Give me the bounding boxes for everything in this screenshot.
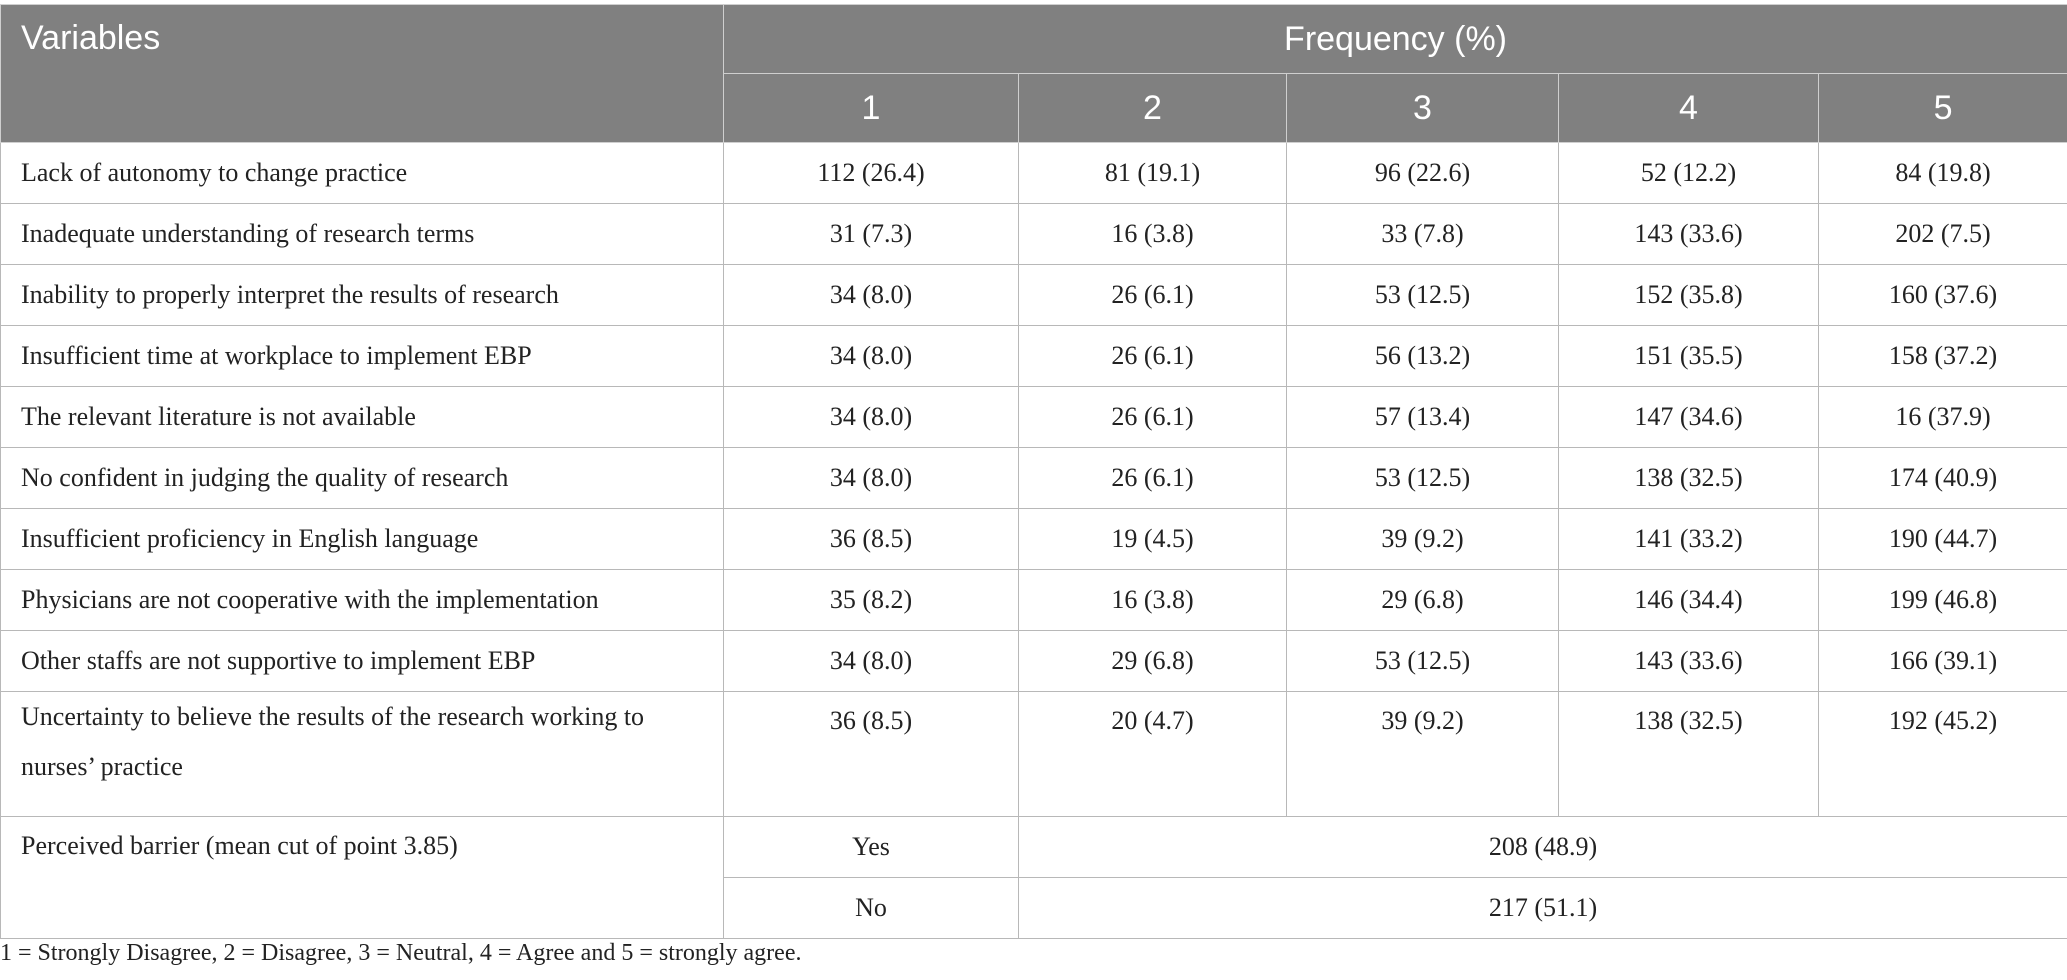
cell-value: 56 (13.2): [1287, 326, 1559, 387]
barriers-table: [0, 4, 2067, 939]
summary-yes-value: 208 (48.9): [1019, 817, 2067, 878]
cell-value: 190 (44.7): [1819, 509, 2067, 570]
table-row: [1, 143, 2067, 204]
cell-value: 146 (34.4): [1559, 570, 1819, 631]
summary-yes-label: Yes: [724, 817, 1019, 878]
cell-value: 202 (7.5): [1819, 204, 2067, 265]
table-row: [1, 509, 2067, 570]
cell-value: 192 (45.2): [1819, 692, 2067, 817]
cell-value: 29 (6.8): [1019, 631, 1287, 692]
summary-no-label: No: [724, 878, 1019, 939]
header-row-top: [1, 5, 2067, 74]
cell-value: 138 (32.5): [1559, 448, 1819, 509]
cell-value: 34 (8.0): [724, 326, 1019, 387]
cell-value: 81 (19.1): [1019, 143, 1287, 204]
cell-value: 35 (8.2): [724, 570, 1019, 631]
row-label: No confident in judging the quality of research: [1, 448, 724, 509]
row-label: Insufficient time at workplace to implement EBP: [1, 326, 724, 387]
cell-value: 19 (4.5): [1019, 509, 1287, 570]
table-row: [1, 387, 2067, 448]
cell-value: 36 (8.5): [724, 692, 1019, 817]
row-label: Other staffs are not supportive to implement EBP: [1, 631, 724, 692]
table-row: [1, 204, 2067, 265]
cell-value: 26 (6.1): [1019, 326, 1287, 387]
cell-value: 53 (12.5): [1287, 631, 1559, 692]
cell-value: 34 (8.0): [724, 265, 1019, 326]
cell-value: 29 (6.8): [1287, 570, 1559, 631]
cell-value: 141 (33.2): [1559, 509, 1819, 570]
cell-value: 138 (32.5): [1559, 692, 1819, 817]
row-label: The relevant literature is not available: [1, 387, 724, 448]
frequency-header: Frequency (%): [724, 5, 2067, 74]
variables-header: Variables: [1, 5, 724, 143]
table-row: [1, 692, 2067, 817]
cell-value: 34 (8.0): [724, 448, 1019, 509]
row-label: Inadequate understanding of research terms: [1, 204, 724, 265]
cell-value: 143 (33.6): [1559, 631, 1819, 692]
cell-value: 84 (19.8): [1819, 143, 2067, 204]
scale-header-4: 4: [1559, 74, 1819, 143]
cell-value: 26 (6.1): [1019, 448, 1287, 509]
scale-header-1: 1: [724, 74, 1019, 143]
table-row: [1, 265, 2067, 326]
cell-value: 147 (34.6): [1559, 387, 1819, 448]
cell-value: 34 (8.0): [724, 387, 1019, 448]
table-row: [1, 570, 2067, 631]
cell-value: 16 (37.9): [1819, 387, 2067, 448]
cell-value: 53 (12.5): [1287, 265, 1559, 326]
cell-value: 39 (9.2): [1287, 692, 1559, 817]
table-footnote: 1 = Strongly Disagree, 2 = Disagree, 3 = Neutral, 4 = Agree and 5 = strongly agree.: [0, 940, 802, 966]
cell-value: 143 (33.6): [1559, 204, 1819, 265]
cell-value: 174 (40.9): [1819, 448, 2067, 509]
summary-label: Perceived barrier (mean cut of point 3.85): [1, 817, 724, 939]
cell-value: 31 (7.3): [724, 204, 1019, 265]
cell-value: 160 (37.6): [1819, 265, 2067, 326]
cell-value: 26 (6.1): [1019, 387, 1287, 448]
cell-value: 112 (26.4): [724, 143, 1019, 204]
cell-value: 36 (8.5): [724, 509, 1019, 570]
cell-value: 96 (22.6): [1287, 143, 1559, 204]
cell-value: 52 (12.2): [1559, 143, 1819, 204]
cell-value: 26 (6.1): [1019, 265, 1287, 326]
table-row: [1, 448, 2067, 509]
cell-value: 34 (8.0): [724, 631, 1019, 692]
table-container: [0, 4, 2067, 939]
cell-value: 39 (9.2): [1287, 509, 1559, 570]
summary-row-yes: [1, 817, 2067, 878]
cell-value: 158 (37.2): [1819, 326, 2067, 387]
cell-value: 199 (46.8): [1819, 570, 2067, 631]
cell-value: 57 (13.4): [1287, 387, 1559, 448]
cell-value: 33 (7.8): [1287, 204, 1559, 265]
scale-header-5: 5: [1819, 74, 2067, 143]
cell-value: 16 (3.8): [1019, 570, 1287, 631]
cell-value: 16 (3.8): [1019, 204, 1287, 265]
row-label: Lack of autonomy to change practice: [1, 143, 724, 204]
row-label: Uncertainty to believe the results of the research working to nurses’ practice: [1, 692, 724, 817]
scale-header-2: 2: [1019, 74, 1287, 143]
scale-header-3: 3: [1287, 74, 1559, 143]
table-row: [1, 326, 2067, 387]
cell-value: 20 (4.7): [1019, 692, 1287, 817]
cell-value: 151 (35.5): [1559, 326, 1819, 387]
cell-value: 152 (35.8): [1559, 265, 1819, 326]
cell-value: 53 (12.5): [1287, 448, 1559, 509]
row-label: Insufficient proficiency in English language: [1, 509, 724, 570]
row-label: Inability to properly interpret the results of research: [1, 265, 724, 326]
cell-value: 166 (39.1): [1819, 631, 2067, 692]
summary-no-value: 217 (51.1): [1019, 878, 2067, 939]
row-label: Physicians are not cooperative with the implementation: [1, 570, 724, 631]
table-row: [1, 631, 2067, 692]
